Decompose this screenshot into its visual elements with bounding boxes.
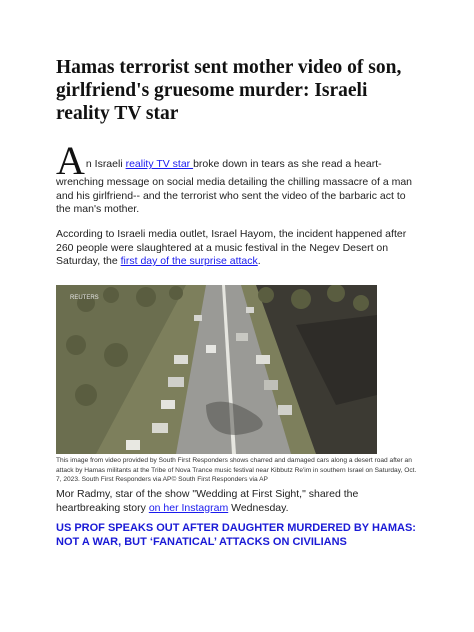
car — [161, 400, 175, 409]
photo-watermark: REUTERS — [70, 295, 99, 301]
car — [126, 440, 140, 450]
drop-cap: A — [56, 138, 85, 183]
paragraph-israel-hayom-text: According to Israeli media outlet, Israel Hayom, the incident happened after 260 people were slaughtered at a music festival in the Negev Desert on Saturday, the — [56, 228, 407, 267]
intro-text-after-link: broke down in tears as she read a heart- — [193, 158, 382, 170]
instagram-link[interactable]: on her Instagram — [148, 501, 229, 514]
paragraph-mor-radmy-text: Mor Radmy, star of the show "Wedding at First Sight," shared the heartbreaking story — [56, 488, 359, 514]
paragraph-israel-hayom — [56, 228, 420, 269]
car — [278, 405, 292, 415]
paragraph-israel-hayom-end: . — [257, 255, 261, 267]
first-day-attack-link[interactable]: first day of the surprise attack — [120, 255, 258, 267]
car — [256, 355, 270, 364]
reality-tv-star-link[interactable]: reality TV star — [125, 158, 194, 170]
photo-caption: This image from video provided by South First Responders shows charred and damaged cars along a desert road after an attack by Hamas militants at the Tribe of Nova Trance music festival near Kibbutz Re'im in southern Israel on Saturday, Oct. 7, 2023. South First Responders via AP© South First Responders via AP — [56, 457, 417, 483]
car — [168, 377, 184, 387]
car — [206, 345, 216, 353]
car — [264, 380, 278, 390]
paragraph-mor-radmy-end: Wednesday. — [228, 501, 289, 514]
car — [236, 333, 248, 341]
paragraph-mor-radmy — [56, 488, 420, 515]
intro-text-before-link: n Israeli — [85, 158, 126, 170]
aerial-road-photo — [56, 285, 377, 454]
car — [194, 315, 202, 321]
intro-paragraph — [56, 138, 420, 217]
car — [152, 423, 168, 433]
car — [246, 307, 254, 313]
car — [174, 355, 188, 364]
intro-text-rest: wrenching message on social media detailing the chilling massacre of a man and his girlfriend-- and the terrorist who sent the video of the barbaric act to the man's mother. — [56, 176, 413, 215]
article-title: Hamas terrorist sent mother video of son, girlfriend's gruesome murder: Israeli reality TV star — [56, 57, 402, 124]
intro-first-line — [86, 158, 382, 172]
related-headline-link[interactable]: US PROF SPEAKS OUT AFTER DAUGHTER MURDERED BY HAMAS: NOT A WAR, BUT ‘FANATICAL’ ATTACKS ON CIVILIANS — [56, 522, 416, 548]
